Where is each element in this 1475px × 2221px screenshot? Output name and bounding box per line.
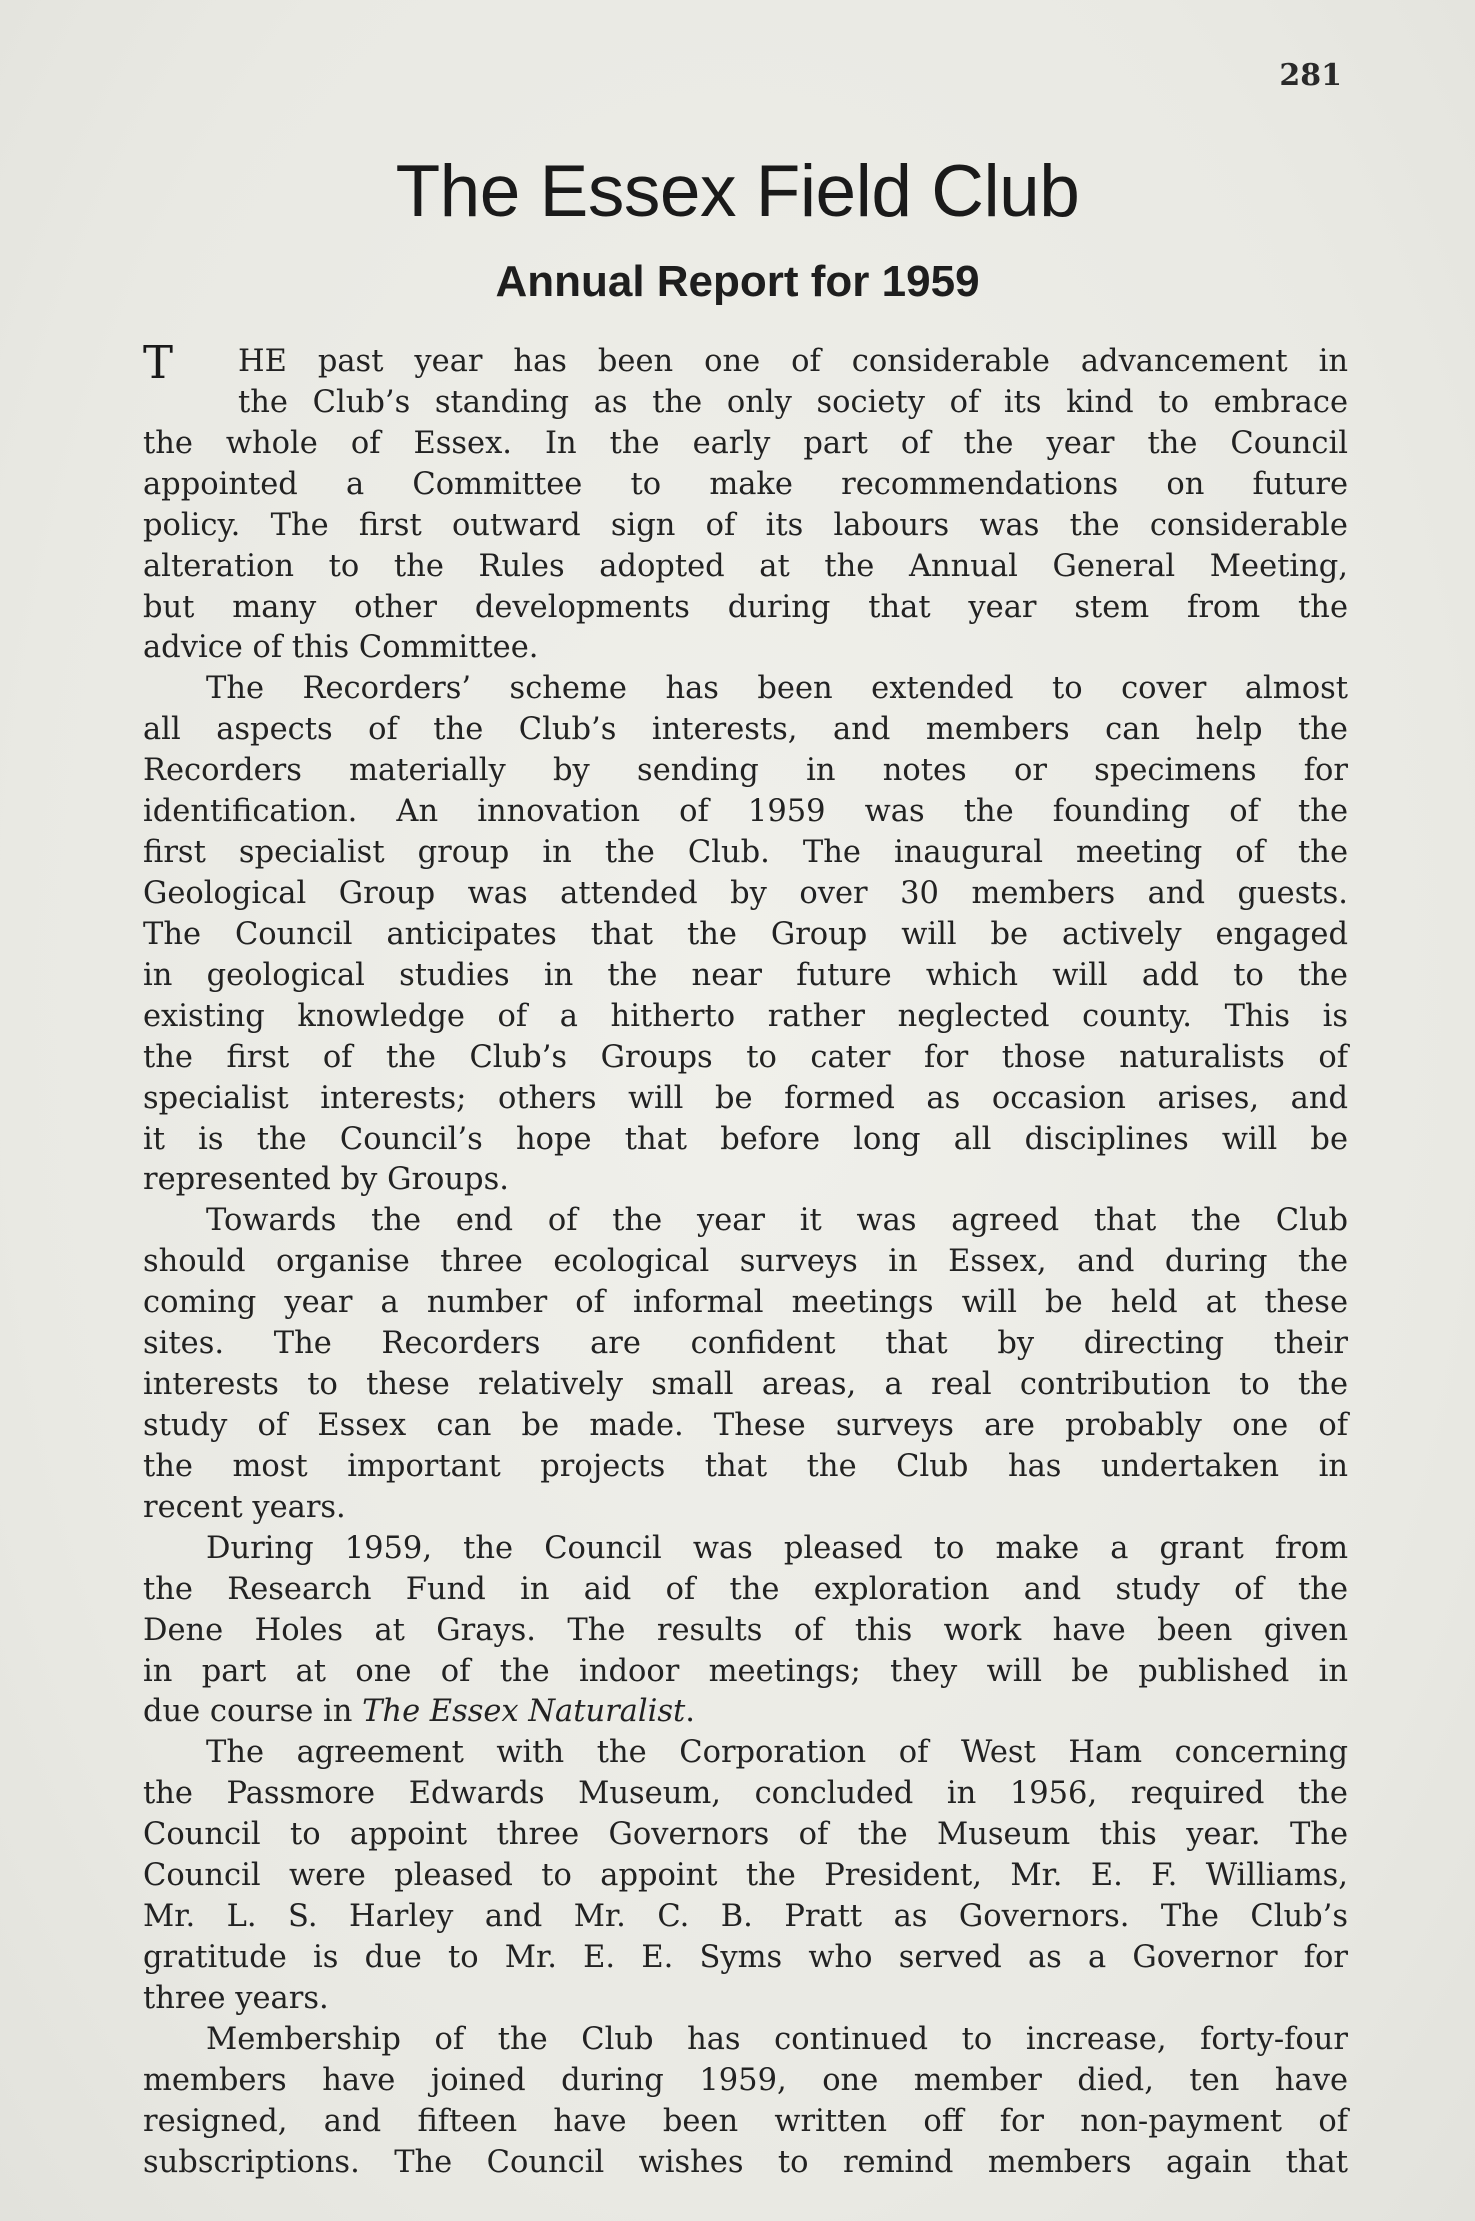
text-line	[143, 1897, 1348, 1938]
line-text: The Council anticipates that the Group will be actively engaged	[143, 916, 1348, 952]
line-text: should organise three ecological surveys in Essex, and during the	[143, 1244, 1348, 1280]
line-text: Mr. L. S. Harley and Mr. C. B. Pratt as Governors. The Club’s	[143, 1899, 1348, 1935]
line-text: the Research Fund in aid of the exploration and study of the	[143, 1571, 1348, 1607]
line-text: Dene Holes at Grays. The results of this work have been given	[143, 1612, 1348, 1648]
line-text: alteration to the Rules adopted at the Annual General Meeting,	[143, 548, 1348, 584]
text-line	[143, 1160, 1348, 1201]
text-line	[143, 1774, 1348, 1815]
page-title: The Essex Field Club	[395, 151, 1080, 232]
text-line	[143, 751, 1348, 792]
text-line	[143, 1570, 1348, 1611]
line-text: all aspects of the Club’s interests, and members can help the	[143, 712, 1348, 748]
line-text: first specialist group in the Club. The inaugural meeting of the	[143, 835, 1348, 871]
line-text: recent years.	[143, 1489, 346, 1525]
line-text: in geological studies in the near future which will add to the	[143, 957, 1348, 993]
text-line	[143, 1406, 1348, 1447]
text-line	[143, 2020, 1348, 2061]
line-text: appointed a Committee to make recommendations on future	[143, 466, 1348, 502]
line-text: advice of this Committee.	[143, 630, 539, 666]
text-line	[143, 1488, 1348, 1529]
line-text: the Passmore Edwards Museum, concluded in 1956, required the	[143, 1776, 1348, 1812]
line-text: resigned, and fifteen have been written off for non-payment of	[143, 2103, 1348, 2139]
report-body	[143, 336, 1348, 2183]
text-line	[143, 956, 1348, 997]
text-line	[143, 792, 1348, 833]
line-text: HE past year has been one of considerable advancement in	[238, 344, 1348, 379]
line-text: During 1959, the Council was pleased to make a grant from	[206, 1530, 1348, 1566]
line-text: The agreement with the Corporation of West Ham concerning	[206, 1735, 1348, 1771]
text-line	[143, 588, 1348, 629]
text-line	[143, 1447, 1348, 1488]
text-line	[143, 383, 1348, 424]
text-line	[143, 1324, 1348, 1365]
line-text: the most important projects that the Club has undertaken in	[143, 1448, 1348, 1484]
line-text: Geological Group was attended by over 30 members and guests.	[143, 875, 1348, 911]
text-line	[143, 915, 1348, 956]
line-text: specialist interests; others will be formed as occasion arises, and	[143, 1080, 1348, 1116]
text-line	[143, 506, 1348, 547]
text-line	[143, 833, 1348, 874]
text-line	[143, 1692, 1348, 1733]
line-text: members have joined during 1959, one member died, ten have	[143, 2062, 1348, 2098]
line-text: three years.	[143, 1980, 329, 2016]
drop-cap: T	[143, 336, 174, 389]
text-line	[143, 628, 1348, 669]
line-text: the first of the Club’s Groups to cater for those naturalists of	[143, 1039, 1348, 1075]
text-line	[143, 1652, 1348, 1693]
line-text: Recorders materially by sending in notes or specimens for	[143, 753, 1348, 789]
text-line	[143, 1856, 1348, 1897]
text-line	[143, 1283, 1348, 1324]
line-text: in part at one of the indoor meetings; they will be published in	[143, 1653, 1348, 1689]
line-text: sites. The Recorders are confident that by directing their	[143, 1326, 1348, 1362]
text-line	[143, 669, 1348, 710]
line-text: subscriptions. The Council wishes to remind members again that	[143, 2144, 1348, 2180]
line-text: coming year a number of informal meetings will be held at these	[143, 1285, 1348, 1321]
text-line	[143, 1733, 1348, 1774]
line-text: gratitude is due to Mr. E. E. Syms who served as a Governor for	[143, 1939, 1348, 1975]
text-line	[143, 1815, 1348, 1856]
line-end: .	[685, 1694, 695, 1730]
text-line	[143, 465, 1348, 506]
text-line	[143, 1611, 1348, 1652]
line-text: the Club’s standing as the only society of its kind to embrace	[238, 384, 1348, 420]
text-line	[143, 424, 1348, 465]
text-line	[143, 1038, 1348, 1079]
text-line	[143, 1079, 1348, 1120]
text-line	[143, 547, 1348, 588]
line-text: it is the Council’s hope that before long all disciplines will be	[143, 1121, 1348, 1157]
line-text: Membership of the Club has continued to increase, forty-four	[206, 2021, 1348, 2057]
text-line	[143, 1120, 1348, 1161]
text-line	[143, 1529, 1348, 1570]
line-text: study of Essex can be made. These surveys are probably one of	[143, 1407, 1348, 1443]
line-text: existing knowledge of a hitherto rather neglected county. This is	[143, 998, 1348, 1034]
text-line	[143, 2143, 1348, 2184]
line-text: interests to these relatively small areas, a real contribution to the	[143, 1367, 1348, 1403]
line-text: due course in	[143, 1694, 353, 1730]
line-text: The Recorders’ scheme has been extended to cover almost	[206, 671, 1348, 707]
line-text: identification. An innovation of 1959 was the founding of the	[143, 794, 1348, 830]
text-line	[143, 1242, 1348, 1283]
line-text: policy. The first outward sign of its labours was the considerable	[143, 507, 1348, 543]
text-line	[143, 997, 1348, 1038]
line-text: Council were pleased to appoint the President, Mr. E. F. Williams,	[143, 1858, 1348, 1894]
text-line	[143, 710, 1348, 751]
text-line	[143, 874, 1348, 915]
page-number: 281	[1279, 58, 1342, 93]
text-line	[143, 2061, 1348, 2102]
text-line	[143, 2102, 1348, 2143]
text-line	[143, 1979, 1348, 2020]
line-text: represented by Groups.	[143, 1162, 509, 1198]
line-text: Towards the end of the year it was agreed that the Club	[206, 1203, 1348, 1239]
text-line	[143, 1938, 1348, 1979]
text-line	[143, 1201, 1348, 1242]
line-text: but many other developments during that year stem from the	[143, 589, 1348, 625]
line-text: the whole of Essex. In the early part of the year the Council	[143, 425, 1348, 461]
page-subtitle: Annual Report for 1959	[495, 257, 980, 306]
line-text: Council to appoint three Governors of the Museum this year. The	[143, 1817, 1348, 1853]
publication-title: The Essex Naturalist	[362, 1694, 686, 1730]
text-line	[143, 336, 1348, 389]
text-line	[143, 1365, 1348, 1406]
